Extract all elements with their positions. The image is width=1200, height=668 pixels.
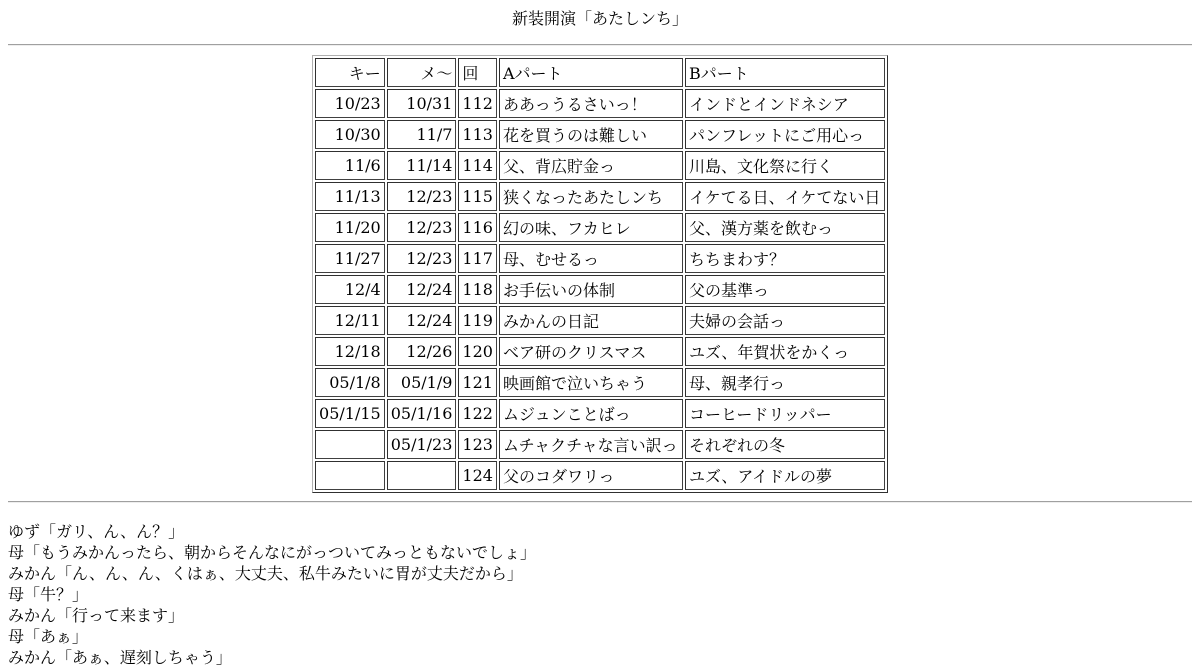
cell-me — [387, 461, 457, 490]
cell-part-b: ユズ、年賀状をかくっ — [685, 337, 885, 366]
cell-part-a: お手伝いの体制 — [499, 275, 683, 304]
cell-part-b: 父、漢方薬を飲むっ — [685, 213, 885, 242]
cell-me: 12/26 — [387, 337, 457, 366]
cell-part-a: 幻の味、フカヒレ — [499, 213, 683, 242]
cell-episode-number: 119 — [458, 306, 497, 335]
episode-table-wrapper — [0, 55, 1200, 493]
cell-episode-number: 123 — [458, 430, 497, 459]
cell-key: 10/30 — [315, 120, 385, 149]
cell-me: 12/24 — [387, 306, 457, 335]
cell-me: 11/14 — [387, 151, 457, 180]
cell-key: 11/6 — [315, 151, 385, 180]
cell-key: 12/18 — [315, 337, 385, 366]
cell-part-a: 狭くなったあたしンち — [499, 182, 683, 211]
cell-part-b: 母、親孝行っ — [685, 368, 885, 397]
episode-table — [312, 55, 888, 493]
cell-key: 11/27 — [315, 244, 385, 273]
table-row — [315, 337, 885, 366]
cell-part-a: 母、むせるっ — [499, 244, 683, 273]
dialogue-block — [8, 521, 1192, 668]
page-title: 新装開演「あたしンち」 — [511, 9, 688, 28]
cell-key: 05/1/15 — [315, 399, 385, 428]
cell-episode-number: 122 — [458, 399, 497, 428]
table-row — [315, 244, 885, 273]
cell-me: 11/7 — [387, 120, 457, 149]
table-row — [315, 461, 885, 490]
header-key: キー — [315, 58, 385, 87]
header-part-b: Bパート — [685, 58, 885, 87]
cell-part-b: それぞれの冬 — [685, 430, 885, 459]
cell-me: 12/24 — [387, 275, 457, 304]
cell-part-b: コーヒードリッパー — [685, 399, 885, 428]
cell-part-a: 花を買うのは難しい — [499, 120, 683, 149]
cell-episode-number: 115 — [458, 182, 497, 211]
cell-part-b: 父の基準っ — [685, 275, 885, 304]
cell-me: 05/1/16 — [387, 399, 457, 428]
table-row — [315, 89, 885, 118]
cell-key: 12/11 — [315, 306, 385, 335]
cell-part-a: ムチャクチャな言い訳っ — [499, 430, 683, 459]
cell-key — [315, 430, 385, 459]
cell-part-b: 夫婦の会話っ — [685, 306, 885, 335]
cell-episode-number: 121 — [458, 368, 497, 397]
dialogue-line: みかん「行って来ます」 — [8, 606, 185, 625]
cell-episode-number: 120 — [458, 337, 497, 366]
cell-me: 10/31 — [387, 89, 457, 118]
cell-part-b: ユズ、アイドルの夢 — [685, 461, 885, 490]
table-row — [315, 182, 885, 211]
table-row — [315, 430, 885, 459]
cell-episode-number: 124 — [458, 461, 497, 490]
cell-part-a: 父のコダワリっ — [499, 461, 683, 490]
dialogue-line: ゆず「ガリ、ん、ん？」 — [8, 522, 185, 541]
dialogue-line: 母「もうみかんったら、朝からそんなにがっついてみっともないでしょ」 — [8, 543, 537, 562]
cell-me: 05/1/9 — [387, 368, 457, 397]
dialogue-line: 母「牛？」 — [8, 585, 89, 604]
cell-episode-number: 112 — [458, 89, 497, 118]
cell-key: 05/1/8 — [315, 368, 385, 397]
cell-episode-number: 117 — [458, 244, 497, 273]
header-me: メ～ — [387, 58, 457, 87]
cell-key — [315, 461, 385, 490]
cell-me: 05/1/23 — [387, 430, 457, 459]
cell-part-b: ちちまわす？ — [685, 244, 885, 273]
cell-key: 12/4 — [315, 275, 385, 304]
dialogue-line: みかん「あぁ、遅刻しちゃう」 — [8, 648, 232, 667]
divider-bottom — [8, 501, 1192, 503]
cell-episode-number: 116 — [458, 213, 497, 242]
table-row — [315, 306, 885, 335]
cell-episode-number: 114 — [458, 151, 497, 180]
cell-part-b: インドとインドネシア — [685, 89, 885, 118]
cell-episode-number: 118 — [458, 275, 497, 304]
cell-episode-number: 113 — [458, 120, 497, 149]
cell-part-a: ベア研のクリスマス — [499, 337, 683, 366]
table-row — [315, 399, 885, 428]
cell-part-a: 父、背広貯金っ — [499, 151, 683, 180]
cell-part-a: 映画館で泣いちゃう — [499, 368, 683, 397]
cell-part-b: イケてる日、イケてない日 — [685, 182, 885, 211]
divider-top — [8, 44, 1192, 46]
table-row — [315, 120, 885, 149]
dialogue-line: 母「あぁ」 — [8, 627, 88, 646]
cell-part-b: パンフレットにご用心っ — [685, 120, 885, 149]
table-row — [315, 151, 885, 180]
header-episode-number: 回 — [458, 58, 497, 87]
header-part-a: Aパート — [499, 58, 683, 87]
cell-key: 10/23 — [315, 89, 385, 118]
table-row — [315, 275, 885, 304]
table-row — [315, 213, 885, 242]
cell-part-b: 川島、文化祭に行く — [685, 151, 885, 180]
dialogue-line: みかん「ん、ん、ん、くはぁ、大丈夫、私牛みたいに胃が丈夫だから」 — [8, 564, 523, 583]
cell-key: 11/13 — [315, 182, 385, 211]
cell-part-a: ああっうるさいっ！ — [499, 89, 683, 118]
cell-me: 12/23 — [387, 213, 457, 242]
cell-me: 12/23 — [387, 182, 457, 211]
cell-key: 11/20 — [315, 213, 385, 242]
table-header-row — [315, 58, 885, 87]
table-row — [315, 368, 885, 397]
cell-me: 12/23 — [387, 244, 457, 273]
cell-part-a: ムジュンことばっ — [499, 399, 683, 428]
cell-part-a: みかんの日記 — [499, 306, 683, 335]
